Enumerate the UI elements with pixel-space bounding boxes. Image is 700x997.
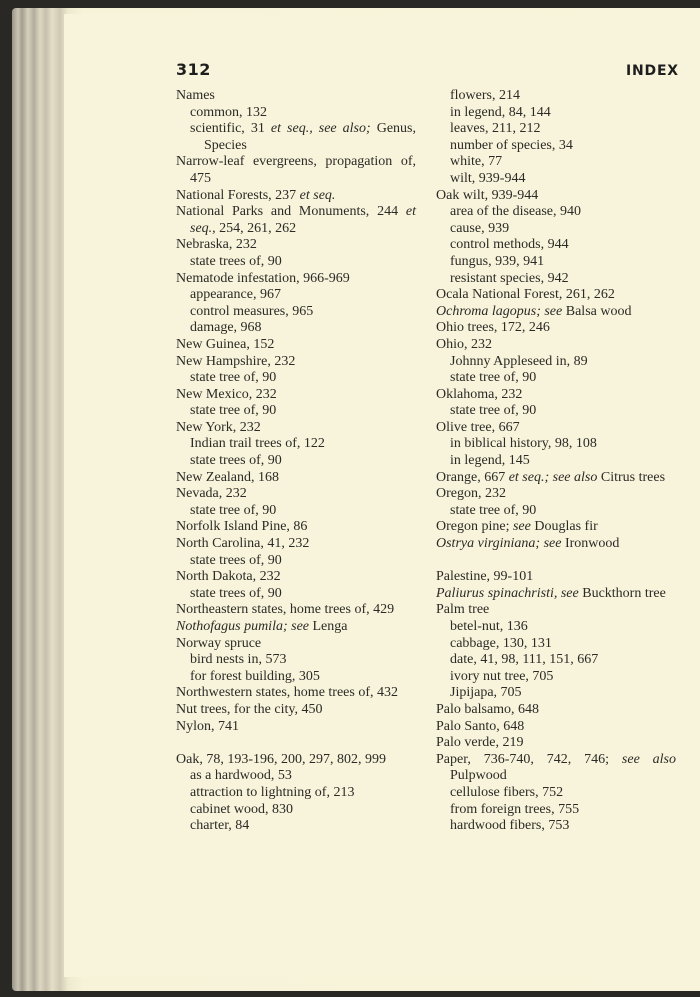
index-entry: [176, 88, 416, 105]
index-entry-text: New Zealand, 168: [176, 469, 280, 485]
index-entry-text: Oak wilt, 939-944: [436, 187, 539, 203]
index-entry-text: Northeastern states, home trees of, 429: [176, 602, 395, 618]
index-subentry: [176, 436, 416, 453]
index-subentry: [176, 287, 416, 304]
index-subentry: [176, 370, 416, 387]
index-entry-text: Palo Santo, 648: [436, 718, 525, 734]
index-entry: [436, 188, 676, 205]
index-entry-italic-text: Nothofagus pumila; see: [176, 619, 309, 634]
index-entry-text: National Parks and Monuments, 244: [176, 204, 406, 220]
index-entry: [176, 636, 416, 653]
index-entry: [176, 387, 416, 404]
index-entry-text: common, 132: [190, 104, 267, 120]
index-entry-text: Jipijapa, 705: [450, 685, 522, 701]
index-entry-text: state trees of, 90: [190, 585, 282, 601]
index-entry: [436, 735, 676, 752]
index-subentry: [436, 354, 676, 371]
index-entry-text: in legend, 84, 144: [450, 104, 551, 120]
index-entry-text: state trees of, 90: [190, 552, 282, 568]
index-entry-text: control methods, 944: [450, 237, 569, 253]
index-subentry: [436, 121, 676, 138]
index-subentry: [436, 619, 676, 636]
index-entry-text: scientific, 31: [190, 121, 271, 137]
index-entry-text: ivory nut tree, 705: [450, 668, 554, 684]
index-entry: [436, 420, 676, 437]
index-subentry: [436, 105, 676, 122]
index-subentry: [436, 204, 676, 221]
index-subentry: [436, 636, 676, 653]
index-entry-text: state tree of, 90: [190, 370, 277, 386]
index-subentry: [436, 221, 676, 238]
index-entry-text: Nematode infestation, 966-969: [176, 270, 350, 286]
index-entry-text: Nut trees, for the city, 450: [176, 701, 323, 717]
index-subentry: [436, 685, 676, 702]
index-entry: [176, 470, 416, 487]
index-entry-text: state tree of, 90: [450, 370, 537, 386]
index-entry-text: Ironwood: [561, 536, 620, 552]
index-entry: [176, 188, 416, 205]
index-entry-text: Douglas fir: [530, 519, 598, 535]
index-entry-text: New Hampshire, 232: [176, 353, 296, 369]
index-entry: [176, 569, 416, 586]
index-entry-italic-text: Ostrya virginiana; see: [436, 536, 562, 552]
index-entry: [436, 320, 676, 337]
index-entry-text: flowers, 214: [450, 88, 520, 103]
index-entry-text: damage, 968: [190, 320, 262, 336]
index-entry-text: Oregon pine;: [436, 519, 513, 535]
index-subentry: [436, 237, 676, 254]
index-entry: [436, 719, 676, 736]
index-entry-italic-text: et seq.: [299, 187, 336, 203]
index-subentry: [436, 370, 676, 387]
index-entry-italic-text: Ochroma lagopus; see: [436, 303, 563, 319]
index-entry-text: control measures, 965: [190, 303, 314, 319]
index-subentry: [176, 105, 416, 122]
index-entry-text: wilt, 939-944: [450, 170, 526, 186]
index-subentry: [436, 503, 676, 520]
index-entry: [436, 337, 676, 354]
index-entry: [176, 719, 416, 736]
index-entry-text: cabbage, 130, 131: [450, 635, 552, 651]
index-entry-text: resistant species, 942: [450, 270, 569, 286]
index-entry-text: Narrow-leaf evergreens, propagation of, 475: [176, 154, 416, 186]
index-entry-text: state tree of, 90: [450, 403, 537, 419]
index-entry: [176, 154, 416, 187]
index-subentry: [436, 453, 676, 470]
index-entry: [176, 752, 416, 769]
index-entry: [436, 536, 676, 553]
index-entry-text: Palo verde, 219: [436, 735, 524, 751]
index-entry: [176, 685, 416, 702]
index-subentry: [176, 320, 416, 337]
index-entry: [436, 304, 676, 321]
index-subentry: [176, 503, 416, 520]
index-subentry: [436, 802, 676, 819]
index-entry: [176, 602, 416, 619]
index-entry-text: Citrus trees: [597, 469, 666, 485]
index-entry-text: Indian trail trees of, 122: [190, 436, 325, 452]
index-subentry: [176, 254, 416, 271]
index-entry-text: attraction to lightning of, 213: [190, 784, 355, 800]
index-entry-text: Norway spruce: [176, 635, 262, 651]
index-entry-text: Pulpwood: [450, 768, 507, 784]
index-entry-text: Ohio trees, 172, 246: [436, 320, 550, 336]
index-entry-text: Oregon, 232: [436, 486, 506, 502]
index-entry: [176, 536, 416, 553]
index-subentry: [176, 785, 416, 802]
index-entry-text: Ocala National Forest, 261, 262: [436, 287, 615, 303]
index-entry-text: state trees of, 90: [190, 253, 282, 269]
index-entry: [436, 586, 676, 603]
index-subentry: [436, 818, 676, 835]
index-entry-text: bird nests in, 573: [190, 652, 287, 668]
index-entry: [436, 569, 676, 586]
index-entry-text: Palm tree: [436, 602, 490, 618]
index-column-right: [436, 88, 676, 835]
index-subentry: [436, 138, 676, 155]
index-entry-text: appearance, 967: [190, 287, 281, 303]
index-entry-text: leaves, 211, 212: [450, 121, 541, 137]
index-entry-text: New York, 232: [176, 419, 261, 435]
letter-group-gap: [176, 735, 416, 752]
index-entry: [436, 752, 676, 785]
index-entry-text: area of the disease, 940: [450, 204, 581, 220]
index-entry-italic-text: see: [512, 519, 531, 535]
index-entry-text: state tree of, 90: [190, 502, 277, 518]
index-entry-text: Olive tree, 667: [436, 419, 520, 435]
index-subentry: [436, 154, 676, 171]
index-entry-italic-text: see also: [621, 751, 677, 767]
index-subentry: [176, 453, 416, 470]
index-entry-text: charter, 84: [190, 818, 250, 834]
index-entry-text: fungus, 939, 941: [450, 253, 545, 269]
index-entry-text: Palo balsamo, 648: [436, 701, 540, 717]
index-entry-text: Johnny Appleseed in, 89: [450, 353, 588, 369]
index-subentry: [176, 802, 416, 819]
index-entry-italic-text: Paliurus spinachristi, see: [436, 585, 579, 601]
index-entry: [436, 287, 676, 304]
index-entry-text: Oklahoma, 232: [436, 386, 523, 402]
index-subentry: [176, 586, 416, 603]
index-entry-text: Norfolk Island Pine, 86: [176, 519, 308, 535]
index-entry: [436, 702, 676, 719]
index-entry: [436, 387, 676, 404]
index-entry-text: date, 41, 98, 111, 151, 667: [450, 652, 599, 668]
index-entry-text: Nevada, 232: [176, 486, 247, 502]
index-entry-text: number of species, 34: [450, 137, 573, 153]
index-entry-text: National Forests, 237: [176, 187, 300, 203]
index-subentry: [176, 818, 416, 835]
index-entry-text: betel-nut, 136: [450, 619, 528, 634]
index-entry-text: Oak, 78, 193-196, 200, 297, 802, 999: [176, 751, 386, 767]
index-subentry: [176, 304, 416, 321]
index-entry-text: New Mexico, 232: [176, 386, 277, 402]
index-subentry: [176, 403, 416, 420]
index-entry-text: Paper, 736-740, 742, 746;: [436, 751, 622, 767]
index-entry-text: for forest building, 305: [190, 668, 320, 684]
index-subentry: [436, 436, 676, 453]
index-subentry: [436, 271, 676, 288]
index-entry: [176, 354, 416, 371]
index-entry: [436, 602, 676, 619]
index-subentry: [436, 785, 676, 802]
index-entry-text: Northwestern states, home trees of, 432: [176, 685, 398, 701]
index-entry-text: cellulose fibers, 752: [450, 784, 564, 800]
index-entry-text: Palestine, 99-101: [436, 569, 534, 585]
index-entry: [176, 519, 416, 536]
index-subentry: [436, 652, 676, 669]
index-entry: [176, 702, 416, 719]
index-entry-text: in biblical history, 98, 108: [450, 436, 597, 452]
index-entry-italic-text: et seq.; see also: [508, 469, 598, 485]
index-entry-text: Names: [176, 88, 215, 103]
index-entry: [176, 619, 416, 636]
index-entry-italic-text: et seq.: [190, 204, 416, 236]
index-entry-text: as a hardwood, 53: [190, 768, 292, 784]
index-entry-text: from foreign trees, 755: [450, 801, 580, 817]
index-subentry: [176, 652, 416, 669]
index-entry-text: North Dakota, 232: [176, 569, 281, 585]
index-subentry: [436, 669, 676, 686]
index-entry: [436, 470, 676, 487]
index-entry: [176, 204, 416, 237]
index-entry-text: New Guinea, 152: [176, 336, 275, 352]
index-subentry: [436, 88, 676, 105]
index-entry-text: Orange, 667: [436, 469, 509, 485]
index-subentry: [176, 553, 416, 570]
index-entry: [176, 271, 416, 288]
index-entry-text: Nebraska, 232: [176, 237, 257, 253]
index-entry-text: state tree of, 90: [190, 403, 277, 419]
index-subentry: [436, 403, 676, 420]
index-entry-text: state tree of, 90: [450, 502, 537, 518]
index-entry: [436, 519, 676, 536]
index-column-left: [176, 88, 416, 835]
index-subentry: [436, 254, 676, 271]
index-entry-text: Genus, Species: [204, 121, 417, 153]
index-entry-text: Lenga: [309, 619, 348, 634]
index-entry-text: , 254, 261, 262: [212, 220, 297, 236]
index-entry-text: white, 77: [450, 154, 503, 170]
index-entry-text: cause, 939: [450, 220, 510, 236]
letter-group-gap: [436, 553, 676, 570]
index-entry-text: Buckthorn tree: [578, 585, 666, 601]
index-entry-text: Nylon, 741: [176, 718, 239, 734]
index-subentry: [176, 768, 416, 785]
index-subentry: [176, 669, 416, 686]
index-entry-italic-text: et seq., see also;: [270, 121, 371, 137]
index-entry-text: cabinet wood, 830: [190, 801, 294, 817]
index-subentry: [176, 121, 416, 154]
index-entry: [436, 486, 676, 503]
index-entry-text: in legend, 145: [450, 453, 530, 469]
index-subentry: [436, 171, 676, 188]
section-title: INDEX: [626, 63, 679, 79]
index-entry-text: state trees of, 90: [190, 453, 282, 469]
index-entry-text: North Carolina, 41, 232: [176, 536, 310, 552]
index-entry-text: Balsa wood: [562, 303, 632, 319]
index-entry: [176, 420, 416, 437]
index-entry: [176, 337, 416, 354]
index-entry-text: Ohio, 232: [436, 336, 492, 352]
index-entry: [176, 486, 416, 503]
index-entry-text: hardwood fibers, 753: [450, 818, 570, 834]
index-entry: [176, 237, 416, 254]
page-number: 312: [176, 60, 211, 79]
